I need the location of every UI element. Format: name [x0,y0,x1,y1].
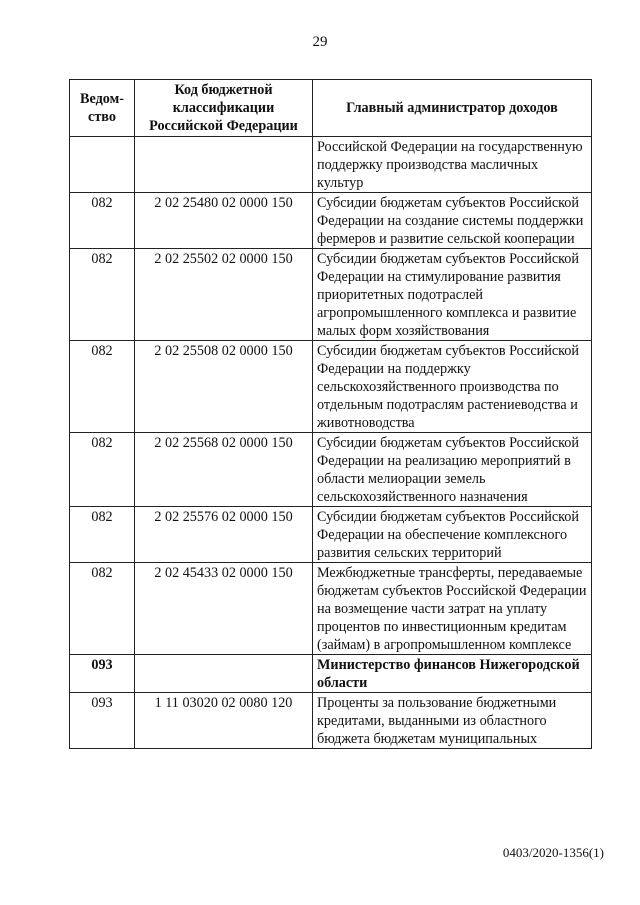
table-row [70,563,592,655]
budget-code-cell: 2 02 25480 02 0000 150 [135,193,313,249]
description-cell: Субсидии бюджетам субъектов Российской Федерации на поддержку сельскохозяйственного производства по отдельным подотраслям растениеводства и животноводства [313,341,592,433]
page-number: 29 [312,34,328,50]
table-header-row [70,80,592,137]
document-registration-code: 0403/2020-1356(1) [502,845,604,860]
table-row [70,249,592,341]
header-chief-administrator: Главный администратор доходов [313,80,592,137]
description-cell: Российской Федерации на государственную поддержку производства масличных культур [313,137,592,193]
department-cell: 082 [70,563,135,655]
description-cell: Субсидии бюджетам субъектов Российской Федерации на реализацию мероприятий в области мелиорации земель сельскохозяйственного назначения [313,433,592,507]
table-row [70,507,592,563]
budget-code-cell [135,137,313,193]
table-row [70,193,592,249]
department-cell: 093 [70,655,135,693]
table-row [70,693,592,749]
description-cell: Субсидии бюджетам субъектов Российской Федерации на создание системы поддержки фермеров и развитие сельской кооперации [313,193,592,249]
description-cell: Проценты за пользование бюджетными кредитами, выданными из областного бюджета бюджетам муниципальных [313,693,592,749]
revenue-administrators-table [69,79,592,749]
budget-code-cell: 1 11 03020 02 0080 120 [135,693,313,749]
budget-code-cell: 2 02 25502 02 0000 150 [135,249,313,341]
department-cell: 082 [70,507,135,563]
department-cell: 082 [70,193,135,249]
description-cell: Субсидии бюджетам субъектов Российской Федерации на обеспечение комплексного развития сельских территорий [313,507,592,563]
budget-code-cell: 2 02 25508 02 0000 150 [135,341,313,433]
department-cell: 082 [70,341,135,433]
table-row [70,137,592,193]
budget-code-cell: 2 02 25576 02 0000 150 [135,507,313,563]
description-cell: Министерство финансов Нижегородской области [313,655,592,693]
table-row [70,341,592,433]
description-cell: Субсидии бюджетам субъектов Российской Федерации на стимулирование развития приоритетных подотраслей агропромышленного комплекса и развитие малых форм хозяйствования [313,249,592,341]
department-cell: 082 [70,249,135,341]
budget-code-cell [135,655,313,693]
description-cell: Межбюджетные трансферты, передаваемые бюджетам субъектов Российской Федерации на возмещение части затрат на уплату процентов по инвестиционным кредитам (займам) в агропромышленном комплексе [313,563,592,655]
department-cell [70,137,135,193]
header-budget-code: Код бюджетной классификации Российской Федерации [135,80,313,137]
budget-code-cell: 2 02 45433 02 0000 150 [135,563,313,655]
budget-code-cell: 2 02 25568 02 0000 150 [135,433,313,507]
table-row-ministry-heading [70,655,592,693]
department-cell: 082 [70,433,135,507]
table-row [70,433,592,507]
department-cell: 093 [70,693,135,749]
header-department: Ведом-ство [70,80,135,137]
